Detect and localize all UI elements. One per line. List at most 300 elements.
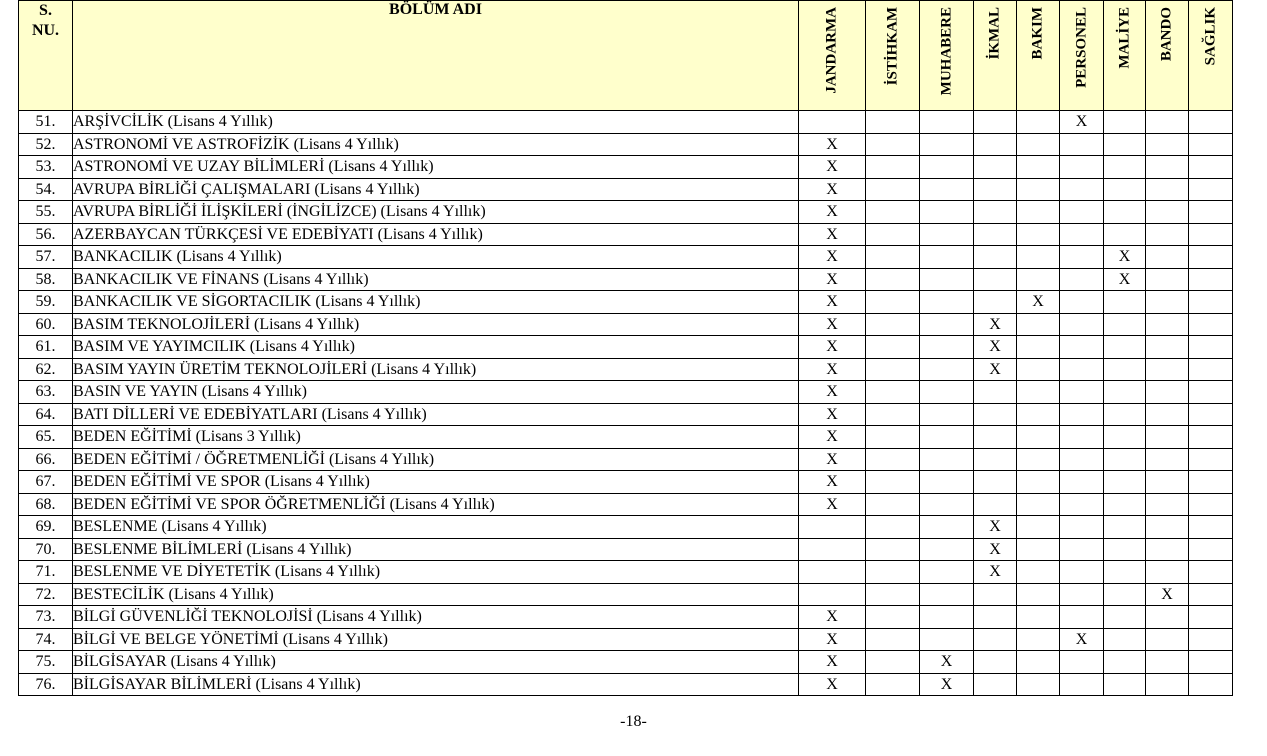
category-mark-cell: X [799, 201, 866, 224]
row-number: 51. [19, 111, 73, 134]
category-mark-cell [866, 111, 920, 134]
category-mark-cell [1017, 403, 1060, 426]
category-mark-cell [866, 673, 920, 696]
row-number: 54. [19, 178, 73, 201]
header-sn: S. NU. [19, 1, 73, 111]
category-mark-cell: X [799, 313, 866, 336]
category-mark-cell [1189, 471, 1233, 494]
category-mark-cell [974, 651, 1017, 674]
category-mark-cell [866, 628, 920, 651]
header-category-ikmal: İKMAL [974, 1, 1017, 111]
category-mark-cell [1017, 156, 1060, 179]
category-mark-cell: X [974, 538, 1017, 561]
category-mark-cell: X [799, 178, 866, 201]
category-mark-cell [1146, 538, 1189, 561]
department-name: BEDEN EĞİTİMİ VE SPOR (Lisans 4 Yıllık) [73, 471, 799, 494]
table-row [19, 156, 1233, 179]
row-number: 74. [19, 628, 73, 651]
category-mark-cell [1104, 336, 1146, 359]
row-number: 61. [19, 336, 73, 359]
category-mark-cell [1060, 561, 1104, 584]
table-row [19, 673, 1233, 696]
category-mark-cell [1104, 133, 1146, 156]
header-category-muhabere: MUHABERE [920, 1, 974, 111]
category-mark-cell [866, 606, 920, 629]
category-mark-cell [1146, 493, 1189, 516]
category-mark-cell [1146, 246, 1189, 269]
table-row [19, 268, 1233, 291]
category-mark-cell: X [974, 336, 1017, 359]
category-mark-cell [1146, 448, 1189, 471]
category-mark-cell [974, 628, 1017, 651]
category-mark-cell [920, 358, 974, 381]
category-mark-cell [974, 606, 1017, 629]
department-name: AVRUPA BİRLİĞİ ÇALIŞMALARI (Lisans 4 Yıllık) [73, 178, 799, 201]
category-mark-cell [1104, 426, 1146, 449]
category-mark-cell [1060, 358, 1104, 381]
table-row [19, 538, 1233, 561]
category-mark-cell [1189, 651, 1233, 674]
category-mark-cell [1146, 628, 1189, 651]
category-mark-cell [1017, 583, 1060, 606]
header-category-saglik: SAĞLIK [1189, 1, 1233, 111]
category-mark-cell [1017, 628, 1060, 651]
category-mark-cell [866, 201, 920, 224]
department-name: ARŞİVCİLİK (Lisans 4 Yıllık) [73, 111, 799, 134]
row-number: 56. [19, 223, 73, 246]
row-number: 62. [19, 358, 73, 381]
row-number: 59. [19, 291, 73, 314]
category-mark-cell [920, 201, 974, 224]
category-mark-cell [1146, 133, 1189, 156]
category-mark-cell [1104, 156, 1146, 179]
category-mark-cell [920, 111, 974, 134]
category-mark-cell [974, 381, 1017, 404]
category-mark-cell [1146, 358, 1189, 381]
category-mark-cell: X [1104, 268, 1146, 291]
header-category-istihkam: İSTİHKAM [866, 1, 920, 111]
category-mark-cell [920, 516, 974, 539]
category-mark-cell [920, 133, 974, 156]
category-mark-cell: X [799, 493, 866, 516]
category-mark-cell [920, 336, 974, 359]
category-mark-cell [1189, 223, 1233, 246]
category-mark-cell [920, 178, 974, 201]
category-mark-cell [920, 313, 974, 336]
category-mark-cell [866, 178, 920, 201]
category-mark-cell: X [920, 673, 974, 696]
category-mark-cell [1146, 178, 1189, 201]
category-mark-cell: X [920, 651, 974, 674]
category-mark-cell [866, 358, 920, 381]
table-row [19, 223, 1233, 246]
category-mark-cell [1189, 313, 1233, 336]
category-mark-cell: X [1017, 291, 1060, 314]
department-name: AZERBAYCAN TÜRKÇESİ VE EDEBİYATI (Lisans 4 Yıllık) [73, 223, 799, 246]
row-number: 53. [19, 156, 73, 179]
category-mark-cell [1060, 381, 1104, 404]
category-mark-cell [866, 156, 920, 179]
category-mark-cell [866, 268, 920, 291]
table-row [19, 403, 1233, 426]
category-mark-cell [866, 223, 920, 246]
category-mark-cell [920, 403, 974, 426]
category-mark-cell [1189, 493, 1233, 516]
category-mark-cell [920, 291, 974, 314]
row-number: 69. [19, 516, 73, 539]
category-mark-cell [1146, 201, 1189, 224]
category-mark-cell [1060, 673, 1104, 696]
category-mark-cell [1017, 471, 1060, 494]
category-mark-cell [1146, 471, 1189, 494]
category-mark-cell [1146, 268, 1189, 291]
category-mark-cell [1060, 448, 1104, 471]
category-mark-cell: X [799, 651, 866, 674]
category-mark-cell [1189, 538, 1233, 561]
category-mark-cell [920, 606, 974, 629]
category-mark-cell: X [1060, 628, 1104, 651]
department-name: BİLGİ GÜVENLİĞİ TEKNOLOJİSİ (Lisans 4 Yıllık) [73, 606, 799, 629]
category-mark-cell [1146, 651, 1189, 674]
category-mark-cell [799, 538, 866, 561]
category-mark-cell [1017, 268, 1060, 291]
category-mark-cell [866, 133, 920, 156]
category-mark-cell [866, 448, 920, 471]
category-mark-cell [920, 381, 974, 404]
category-mark-cell [866, 426, 920, 449]
row-number: 72. [19, 583, 73, 606]
category-mark-cell: X [799, 471, 866, 494]
category-mark-cell: X [974, 516, 1017, 539]
department-name: BEDEN EĞİTİMİ / ÖĞRETMENLİĞİ (Lisans 4 Yıllık) [73, 448, 799, 471]
category-mark-cell [920, 538, 974, 561]
table-row [19, 448, 1233, 471]
category-mark-cell [1146, 516, 1189, 539]
category-mark-cell [1104, 291, 1146, 314]
row-number: 68. [19, 493, 73, 516]
category-mark-cell [974, 426, 1017, 449]
category-mark-cell [1189, 291, 1233, 314]
category-mark-cell [1017, 561, 1060, 584]
category-mark-cell [1060, 268, 1104, 291]
category-mark-cell [1189, 246, 1233, 269]
category-mark-cell [1060, 313, 1104, 336]
category-mark-cell [866, 561, 920, 584]
category-mark-cell [1017, 133, 1060, 156]
table-row [19, 201, 1233, 224]
row-number: 65. [19, 426, 73, 449]
table-row [19, 516, 1233, 539]
category-mark-cell: X [799, 448, 866, 471]
row-number: 63. [19, 381, 73, 404]
category-mark-cell [1189, 516, 1233, 539]
category-mark-cell [1017, 336, 1060, 359]
category-mark-cell [1017, 201, 1060, 224]
department-name: BASIM YAYIN ÜRETİM TEKNOLOJİLERİ (Lisans 4 Yıllık) [73, 358, 799, 381]
category-mark-cell [1146, 606, 1189, 629]
category-mark-cell [1189, 426, 1233, 449]
category-mark-cell [1189, 628, 1233, 651]
category-mark-cell: X [799, 606, 866, 629]
category-mark-cell [1104, 358, 1146, 381]
category-mark-cell [1017, 313, 1060, 336]
category-mark-cell [866, 336, 920, 359]
department-name: BEDEN EĞİTİMİ (Lisans 3 Yıllık) [73, 426, 799, 449]
category-mark-cell [1104, 583, 1146, 606]
category-mark-cell [866, 516, 920, 539]
category-mark-cell [1017, 381, 1060, 404]
department-name: BANKACILIK (Lisans 4 Yıllık) [73, 246, 799, 269]
header-category-jandarma: JANDARMA [799, 1, 866, 111]
table-row [19, 381, 1233, 404]
category-mark-cell [1017, 493, 1060, 516]
category-mark-cell [1104, 223, 1146, 246]
table-row [19, 133, 1233, 156]
category-mark-cell [1017, 223, 1060, 246]
category-mark-cell [974, 583, 1017, 606]
category-mark-cell [1146, 156, 1189, 179]
category-mark-cell [866, 538, 920, 561]
category-mark-cell: X [799, 426, 866, 449]
category-mark-cell [1104, 651, 1146, 674]
category-mark-cell [920, 246, 974, 269]
department-name: BASIM TEKNOLOJİLERİ (Lisans 4 Yıllık) [73, 313, 799, 336]
header-category-maliye: MALİYE [1104, 1, 1146, 111]
category-mark-cell [974, 291, 1017, 314]
department-name: BANKACILIK VE SİGORTACILIK (Lisans 4 Yıllık) [73, 291, 799, 314]
category-mark-cell [1189, 133, 1233, 156]
header-department-name: BÖLÜM ADI [73, 1, 799, 111]
category-mark-cell [1060, 336, 1104, 359]
category-mark-cell [1146, 313, 1189, 336]
category-mark-cell [1017, 111, 1060, 134]
category-mark-cell [1017, 538, 1060, 561]
table-row [19, 471, 1233, 494]
category-mark-cell [1104, 673, 1146, 696]
row-number: 76. [19, 673, 73, 696]
department-name: BESTECİLİK (Lisans 4 Yıllık) [73, 583, 799, 606]
category-mark-cell [974, 111, 1017, 134]
category-mark-cell [1189, 358, 1233, 381]
header-category-bakim: BAKIM [1017, 1, 1060, 111]
category-mark-cell [974, 178, 1017, 201]
category-mark-cell [866, 381, 920, 404]
category-mark-cell [1146, 403, 1189, 426]
table-row [19, 111, 1233, 134]
department-name: ASTRONOMİ VE ASTROFİZİK (Lisans 4 Yıllık) [73, 133, 799, 156]
department-name: BEDEN EĞİTİMİ VE SPOR ÖĞRETMENLİĞİ (Lisans 4 Yıllık) [73, 493, 799, 516]
row-number: 60. [19, 313, 73, 336]
department-name: BANKACILIK VE FİNANS (Lisans 4 Yıllık) [73, 268, 799, 291]
category-mark-cell [1146, 426, 1189, 449]
category-mark-cell [1104, 538, 1146, 561]
category-mark-cell [799, 583, 866, 606]
category-mark-cell [920, 426, 974, 449]
department-name: BASIM VE YAYIMCILIK (Lisans 4 Yıllık) [73, 336, 799, 359]
category-mark-cell: X [1104, 246, 1146, 269]
category-mark-cell [1189, 178, 1233, 201]
category-mark-cell: X [974, 561, 1017, 584]
category-mark-cell [1104, 178, 1146, 201]
category-mark-cell [1146, 291, 1189, 314]
category-mark-cell [1189, 403, 1233, 426]
category-mark-cell [974, 156, 1017, 179]
category-mark-cell [1017, 673, 1060, 696]
category-mark-cell [920, 561, 974, 584]
row-number: 52. [19, 133, 73, 156]
category-mark-cell [1017, 516, 1060, 539]
category-mark-cell [1104, 381, 1146, 404]
category-mark-cell [1189, 448, 1233, 471]
row-number: 67. [19, 471, 73, 494]
category-mark-cell [1060, 133, 1104, 156]
category-mark-cell [1060, 606, 1104, 629]
category-mark-cell [866, 583, 920, 606]
category-mark-cell [866, 313, 920, 336]
category-mark-cell [1104, 313, 1146, 336]
table-row [19, 291, 1233, 314]
department-table [18, 0, 1233, 696]
category-mark-cell [1104, 111, 1146, 134]
category-mark-cell: X [799, 133, 866, 156]
category-mark-cell [1060, 471, 1104, 494]
category-mark-cell [1104, 201, 1146, 224]
department-name: ASTRONOMİ VE UZAY BİLİMLERİ (Lisans 4 Yıllık) [73, 156, 799, 179]
row-number: 55. [19, 201, 73, 224]
row-number: 64. [19, 403, 73, 426]
department-name: BİLGİSAYAR BİLİMLERİ (Lisans 4 Yıllık) [73, 673, 799, 696]
table-row [19, 358, 1233, 381]
category-mark-cell [1189, 336, 1233, 359]
category-mark-cell [799, 516, 866, 539]
category-mark-cell: X [799, 628, 866, 651]
category-mark-cell [1017, 246, 1060, 269]
category-mark-cell [866, 493, 920, 516]
row-number: 70. [19, 538, 73, 561]
category-mark-cell [1189, 156, 1233, 179]
category-mark-cell [974, 493, 1017, 516]
category-mark-cell [799, 561, 866, 584]
category-mark-cell [1104, 561, 1146, 584]
department-name: BESLENME BİLİMLERİ (Lisans 4 Yıllık) [73, 538, 799, 561]
department-name: BESLENME VE DİYETETİK (Lisans 4 Yıllık) [73, 561, 799, 584]
category-mark-cell [1060, 201, 1104, 224]
category-mark-cell [1146, 336, 1189, 359]
category-mark-cell [1060, 156, 1104, 179]
category-mark-cell [1189, 111, 1233, 134]
category-mark-cell [1104, 628, 1146, 651]
category-mark-cell [1060, 538, 1104, 561]
header-row [19, 1, 1233, 111]
category-mark-cell [1060, 223, 1104, 246]
category-mark-cell [1060, 516, 1104, 539]
category-mark-cell [974, 403, 1017, 426]
department-name: BESLENME (Lisans 4 Yıllık) [73, 516, 799, 539]
category-mark-cell [866, 403, 920, 426]
category-mark-cell [1017, 358, 1060, 381]
table-row [19, 561, 1233, 584]
table-row [19, 336, 1233, 359]
category-mark-cell: X [799, 268, 866, 291]
row-number: 66. [19, 448, 73, 471]
row-number: 57. [19, 246, 73, 269]
department-name: BİLGİ VE BELGE YÖNETİMİ (Lisans 4 Yıllık) [73, 628, 799, 651]
category-mark-cell [1189, 201, 1233, 224]
category-mark-cell [1146, 673, 1189, 696]
category-mark-cell: X [799, 156, 866, 179]
category-mark-cell [920, 156, 974, 179]
department-name: BASIN VE YAYIN (Lisans 4 Yıllık) [73, 381, 799, 404]
category-mark-cell [920, 493, 974, 516]
category-mark-cell [1060, 493, 1104, 516]
row-number: 58. [19, 268, 73, 291]
category-mark-cell [1060, 246, 1104, 269]
table-row [19, 651, 1233, 674]
category-mark-cell: X [1146, 583, 1189, 606]
category-mark-cell [1017, 178, 1060, 201]
category-mark-cell [920, 628, 974, 651]
category-mark-cell [1060, 583, 1104, 606]
category-mark-cell [1104, 493, 1146, 516]
category-mark-cell: X [799, 381, 866, 404]
table-row [19, 628, 1233, 651]
category-mark-cell [920, 223, 974, 246]
row-number: 75. [19, 651, 73, 674]
table-row [19, 606, 1233, 629]
header-category-bando: BANDO [1146, 1, 1189, 111]
category-mark-cell [974, 448, 1017, 471]
category-mark-cell [1146, 381, 1189, 404]
category-mark-cell: X [799, 291, 866, 314]
category-mark-cell [1060, 403, 1104, 426]
category-mark-cell [1060, 651, 1104, 674]
category-mark-cell: X [799, 358, 866, 381]
category-mark-cell: X [799, 246, 866, 269]
category-mark-cell [1104, 471, 1146, 494]
category-mark-cell [974, 201, 1017, 224]
category-mark-cell [1189, 268, 1233, 291]
category-mark-cell [1146, 223, 1189, 246]
category-mark-cell [1146, 561, 1189, 584]
category-mark-cell [1060, 426, 1104, 449]
category-mark-cell: X [799, 336, 866, 359]
table-row [19, 583, 1233, 606]
category-mark-cell [866, 651, 920, 674]
category-mark-cell [974, 246, 1017, 269]
department-name: BATI DİLLERİ VE EDEBİYATLARI (Lisans 4 Yıllık) [73, 403, 799, 426]
table-row [19, 493, 1233, 516]
table-row [19, 426, 1233, 449]
category-mark-cell [1104, 516, 1146, 539]
category-mark-cell [974, 673, 1017, 696]
header-category-personel: PERSONEL [1060, 1, 1104, 111]
category-mark-cell: X [1060, 111, 1104, 134]
category-mark-cell: X [799, 673, 866, 696]
category-mark-cell [1060, 291, 1104, 314]
category-mark-cell [1017, 651, 1060, 674]
category-mark-cell: X [799, 403, 866, 426]
department-name: AVRUPA BİRLİĞİ İLİŞKİLERİ (İNGİLİZCE) (Lisans 4 Yıllık) [73, 201, 799, 224]
category-mark-cell [974, 268, 1017, 291]
category-mark-cell [1017, 448, 1060, 471]
category-mark-cell [920, 471, 974, 494]
category-mark-cell [1189, 583, 1233, 606]
category-mark-cell [1017, 426, 1060, 449]
category-mark-cell [866, 246, 920, 269]
category-mark-cell [1017, 606, 1060, 629]
row-number: 73. [19, 606, 73, 629]
category-mark-cell [1189, 606, 1233, 629]
